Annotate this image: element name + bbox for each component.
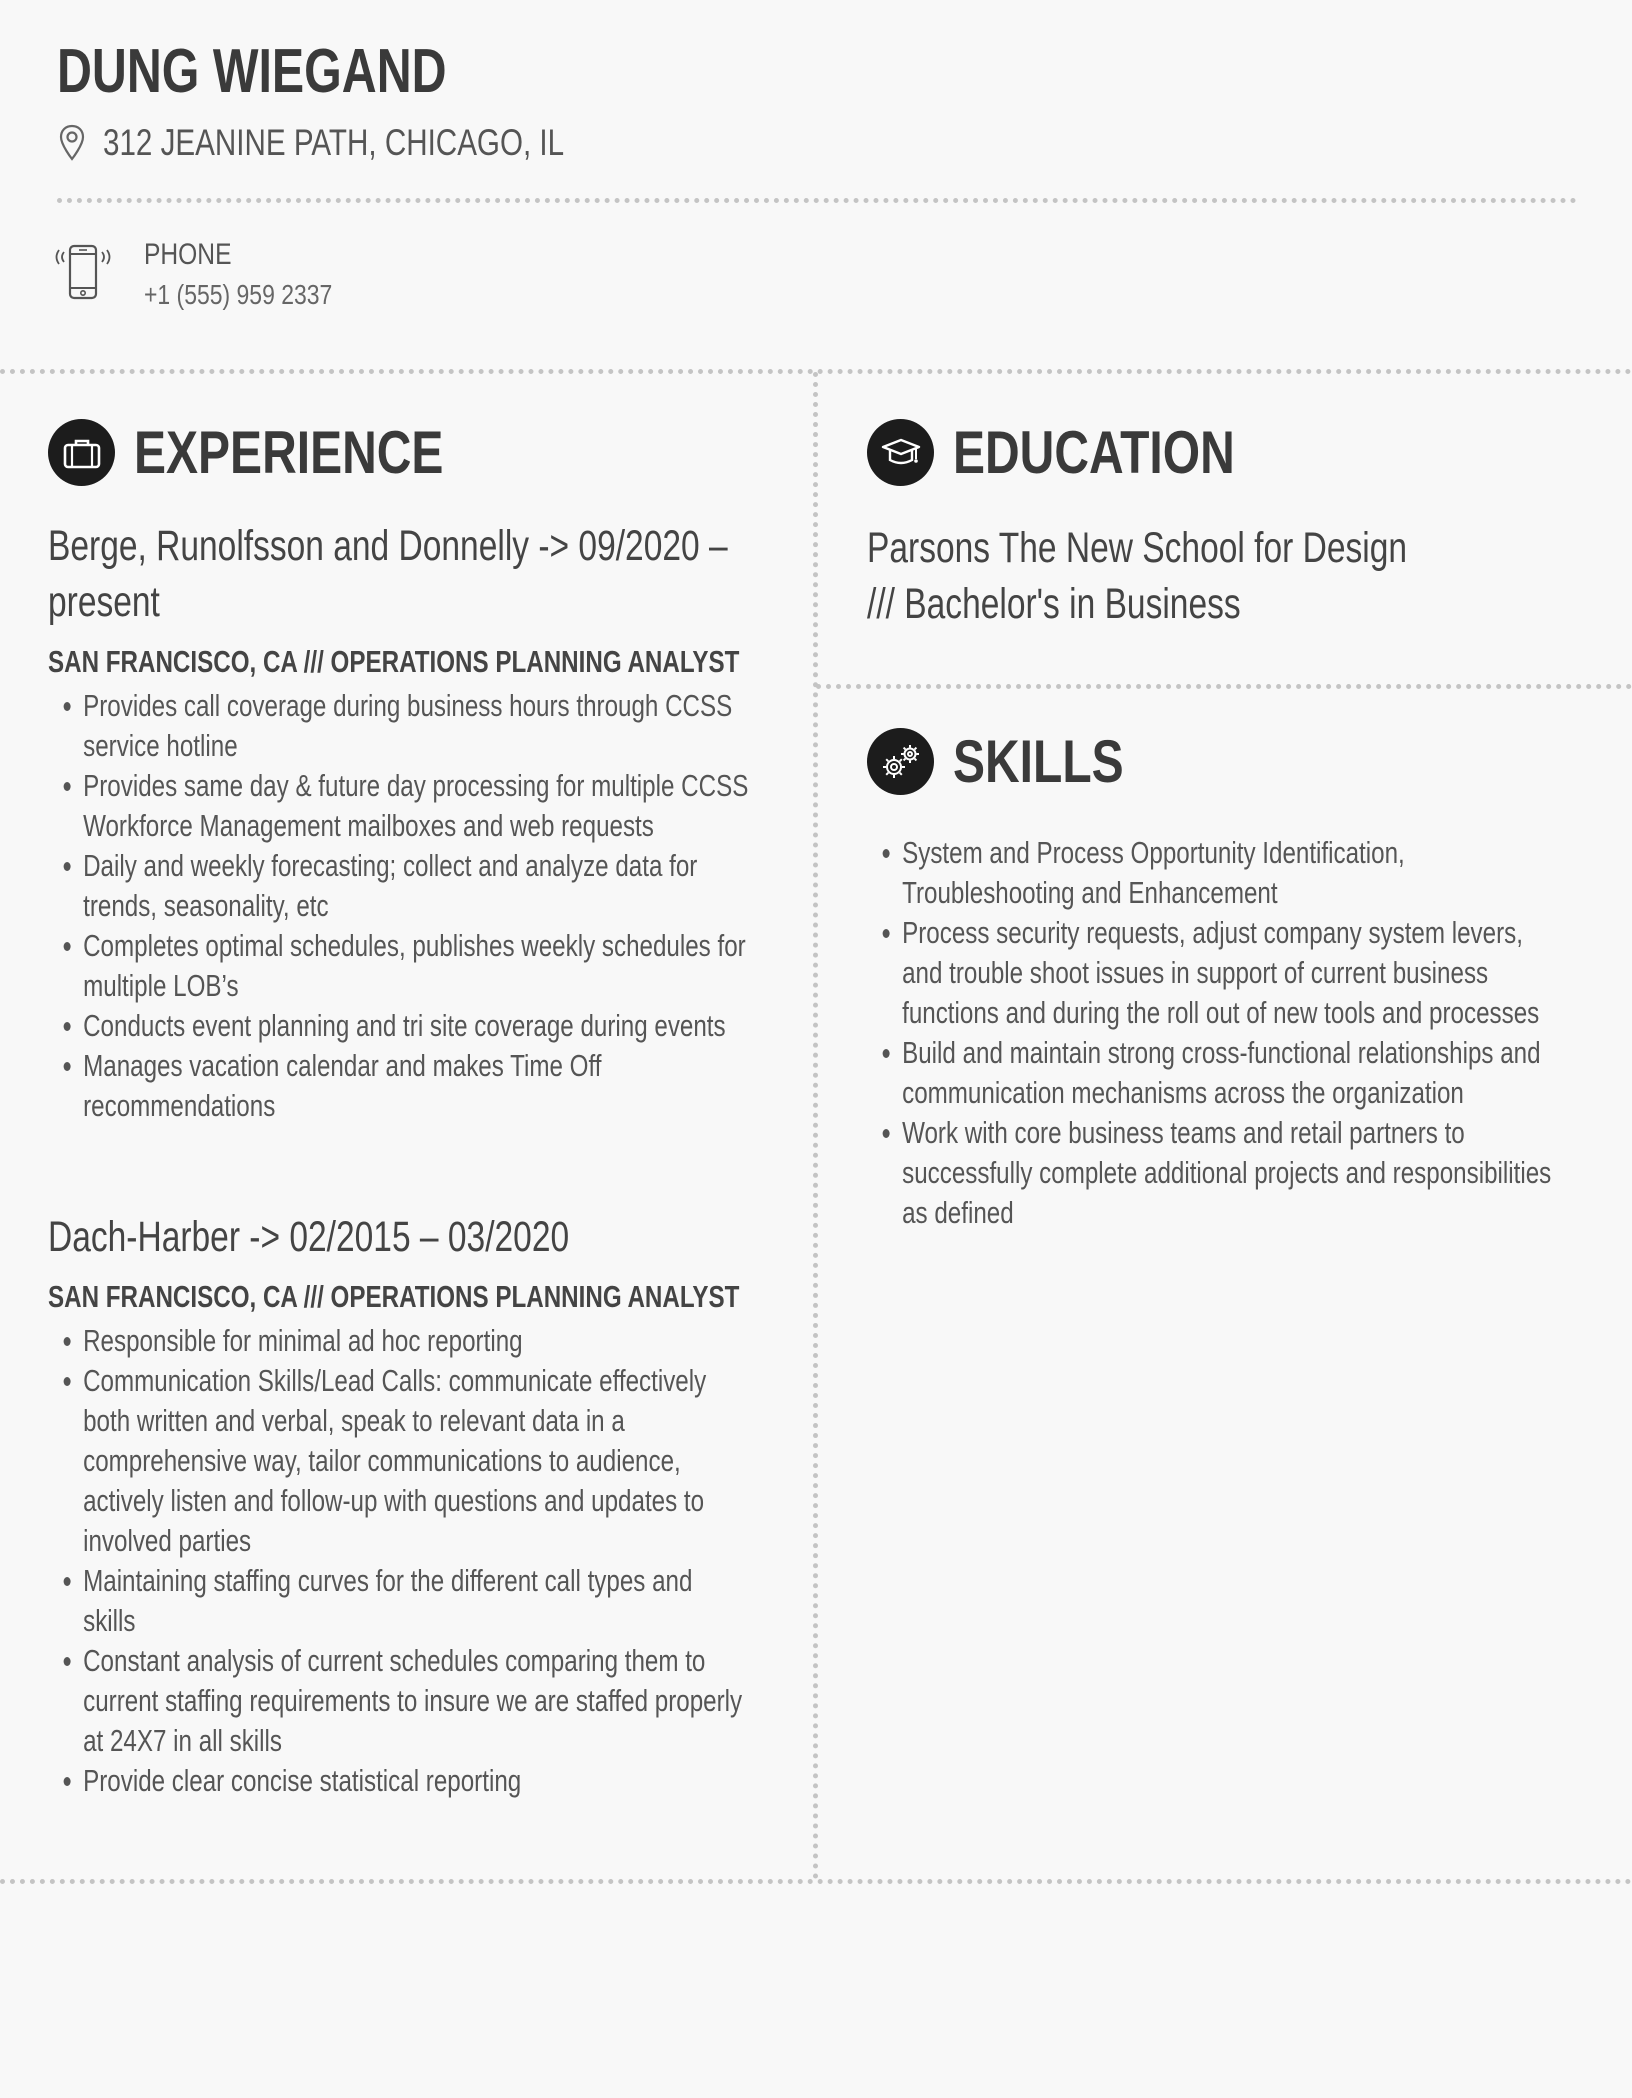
skills-column	[867, 833, 1597, 1233]
list-item: Daily and weekly forecasting; collect and analyze data for trends, seasonality, etc	[48, 846, 750, 926]
mobile-phone-icon	[55, 242, 111, 302]
job-bullets	[48, 1321, 750, 1801]
gears-icon	[879, 742, 923, 782]
experience-title: EXPERIENCE	[134, 419, 444, 486]
job-entry	[48, 518, 778, 1126]
list-item: Provides call coverage during business hours through CCSS service hotline	[48, 686, 750, 766]
job-subheading: SAN FRANCISCO, CA /// OPERATIONS PLANNING ANALYST	[48, 1279, 740, 1314]
list-item: Conducts event planning and tri site coverage during events	[48, 1006, 750, 1046]
header-divider	[57, 198, 1577, 203]
skills-title: SKILLS	[953, 728, 1124, 795]
job-bullets	[48, 686, 750, 1126]
education-badge	[867, 419, 934, 486]
briefcase-icon	[62, 436, 102, 470]
education-entry: Parsons The New School for Design /// Bachelor's in Business	[867, 524, 1408, 628]
experience-column-second	[48, 1209, 778, 1801]
education-title: EDUCATION	[953, 419, 1235, 486]
education-heading	[867, 418, 1305, 487]
phone-contact	[55, 238, 374, 312]
list-item: Provides same day & future day processing for multiple CCSS Workforce Management mailboxes and web requests	[48, 766, 750, 846]
education-column	[867, 520, 1587, 632]
list-item: Responsible for minimal ad hoc reporting	[48, 1321, 750, 1361]
list-item: Provide clear concise statistical reporting	[48, 1761, 750, 1801]
bottom-grid-divider	[0, 1879, 1632, 1884]
list-item: Completes optimal schedules, publishes weekly schedules for multiple LOB’s	[48, 926, 750, 1006]
phone-label: PHONE	[144, 238, 232, 271]
map-pin-icon	[57, 123, 87, 163]
list-item: Work with core business teams and retail partners to successfully complete additional projects and responsibilities as defined	[867, 1113, 1569, 1233]
list-item: Process security requests, adjust company system levers, and trouble shoot issues in support of current business functions and during the roll out of new tools and processes	[867, 913, 1569, 1033]
address-text: 312 JEANINE PATH, CHICAGO, IL	[103, 122, 565, 163]
job-heading: Dach-Harber -> 02/2015 – 03/2020	[48, 1213, 570, 1261]
address-row	[57, 118, 679, 168]
experience-badge	[48, 419, 115, 486]
list-item: System and Process Opportunity Identification, Troubleshooting and Enhancement	[867, 833, 1569, 913]
list-item: Maintaining staffing curves for the different call types and skills	[48, 1561, 750, 1641]
phone-value: +1 (555) 959 2337	[144, 279, 333, 310]
phone-text	[144, 238, 374, 312]
list-item: Communication Skills/Lead Calls: communicate effectively both written and verbal, speak to relevant data in a comprehensive way, tailor communications to audience, actively listen and follow-up with questions and updates to involved parties	[48, 1361, 750, 1561]
job-entry	[48, 1209, 778, 1801]
experience-heading	[48, 418, 521, 487]
list-item: Build and maintain strong cross-functional relationships and communication mechanisms across the organization	[867, 1033, 1569, 1113]
candidate-name: DUNG WIEGAND	[57, 37, 447, 106]
graduation-cap-icon	[880, 435, 922, 471]
skills-list	[867, 833, 1569, 1233]
experience-column	[48, 518, 778, 1126]
list-item: Constant analysis of current schedules comparing them to current staffing requirements to insure we are staffed properly at 24X7 in all skills	[48, 1641, 750, 1761]
job-heading: Berge, Runolfsson and Donnelly -> 09/2020 – present	[48, 522, 728, 626]
education-skills-divider	[816, 684, 1632, 689]
skills-badge	[867, 728, 934, 795]
skills-heading	[867, 727, 1166, 796]
list-item: Manages vacation calendar and makes Time Off recommendations	[48, 1046, 750, 1126]
job-subheading: SAN FRANCISCO, CA /// OPERATIONS PLANNING ANALYST	[48, 644, 740, 679]
